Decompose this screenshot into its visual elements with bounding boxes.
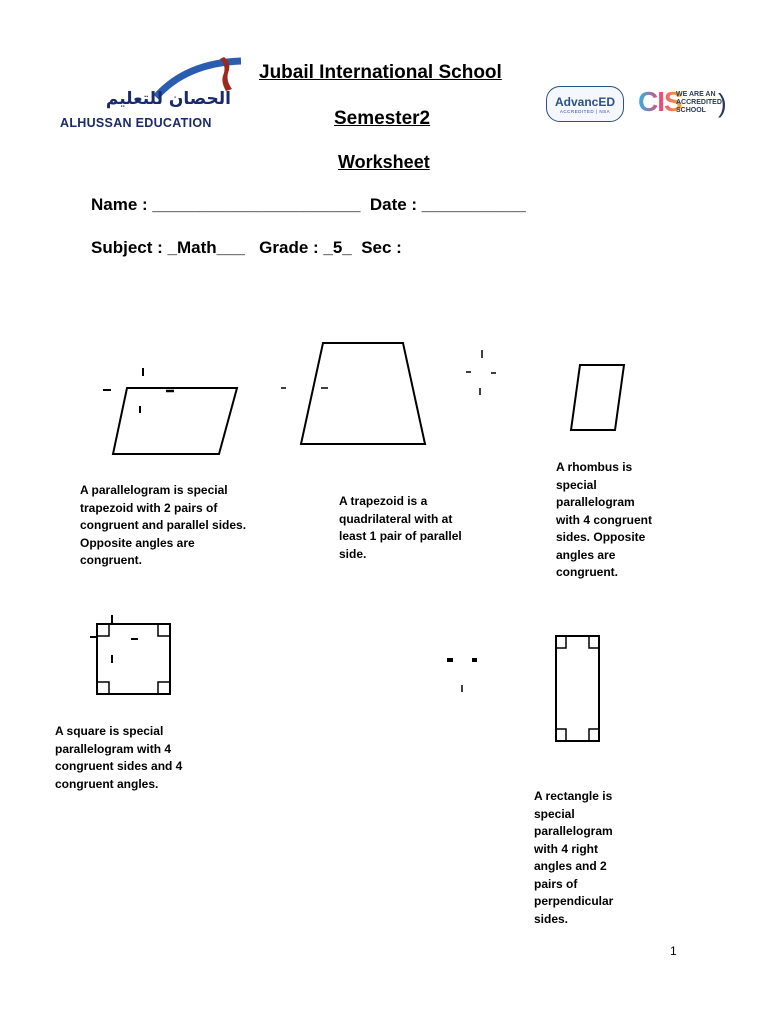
square-description: A square is special parallelogram with 4 congruent sides and 4 congruent angles. bbox=[55, 724, 183, 791]
cis-bracket-icon: ) bbox=[718, 88, 727, 118]
logo-arabic-text: الحصان للتعليم bbox=[105, 89, 231, 109]
rhombus-description: A rhombus is special parallelogram with 4 congruent sides. Opposite angles are congruent. bbox=[556, 460, 652, 579]
parallelogram-description: A parallelogram is special trapezoid with 2 pairs of congruent and parallel sides. Opposite angles are congruent. bbox=[80, 483, 247, 567]
semester-title: Semester2 bbox=[334, 108, 431, 129]
cis-logo bbox=[638, 86, 728, 126]
cis-letters: CIS bbox=[638, 86, 682, 117]
worksheet-title: Worksheet bbox=[338, 152, 430, 172]
trapezoid-figure bbox=[278, 338, 438, 448]
square-figure bbox=[86, 612, 186, 702]
cis-line1: WE ARE AN bbox=[676, 91, 716, 98]
tick-marks-middle-top bbox=[462, 348, 502, 398]
advanced-badge-sub: ACCREDITED | NSA bbox=[559, 108, 611, 114]
name-date-line: Name : ______________________ Date : ___________ bbox=[91, 195, 526, 214]
alhussan-logo bbox=[56, 55, 248, 135]
parallelogram-figure bbox=[100, 360, 260, 460]
cis-line2: ACCREDITED bbox=[676, 99, 722, 106]
school-name: Jubail International School bbox=[259, 62, 502, 83]
page-number: 1 bbox=[670, 944, 677, 958]
rectangle-description: A rectangle is special parallelogram with 4 right angles and 2 pairs of perpendicular sides. bbox=[534, 789, 614, 926]
rectangle-figure bbox=[552, 632, 602, 744]
tick-marks-middle-bottom bbox=[444, 652, 484, 692]
cis-line3: SCHOOL bbox=[676, 107, 706, 114]
rhombus-figure bbox=[565, 360, 635, 440]
advanced-badge-label: AdvancED bbox=[554, 94, 616, 109]
subject-grade-line: Subject : _Math___ Grade : _5_ Sec : bbox=[91, 238, 402, 257]
trapezoid-description: A trapezoid is a quadrilateral with at least 1 pair of parallel side. bbox=[339, 494, 462, 561]
advanced-accreditation-badge bbox=[546, 86, 624, 122]
logo-english-text: ALHUSSAN EDUCATION bbox=[60, 116, 212, 130]
